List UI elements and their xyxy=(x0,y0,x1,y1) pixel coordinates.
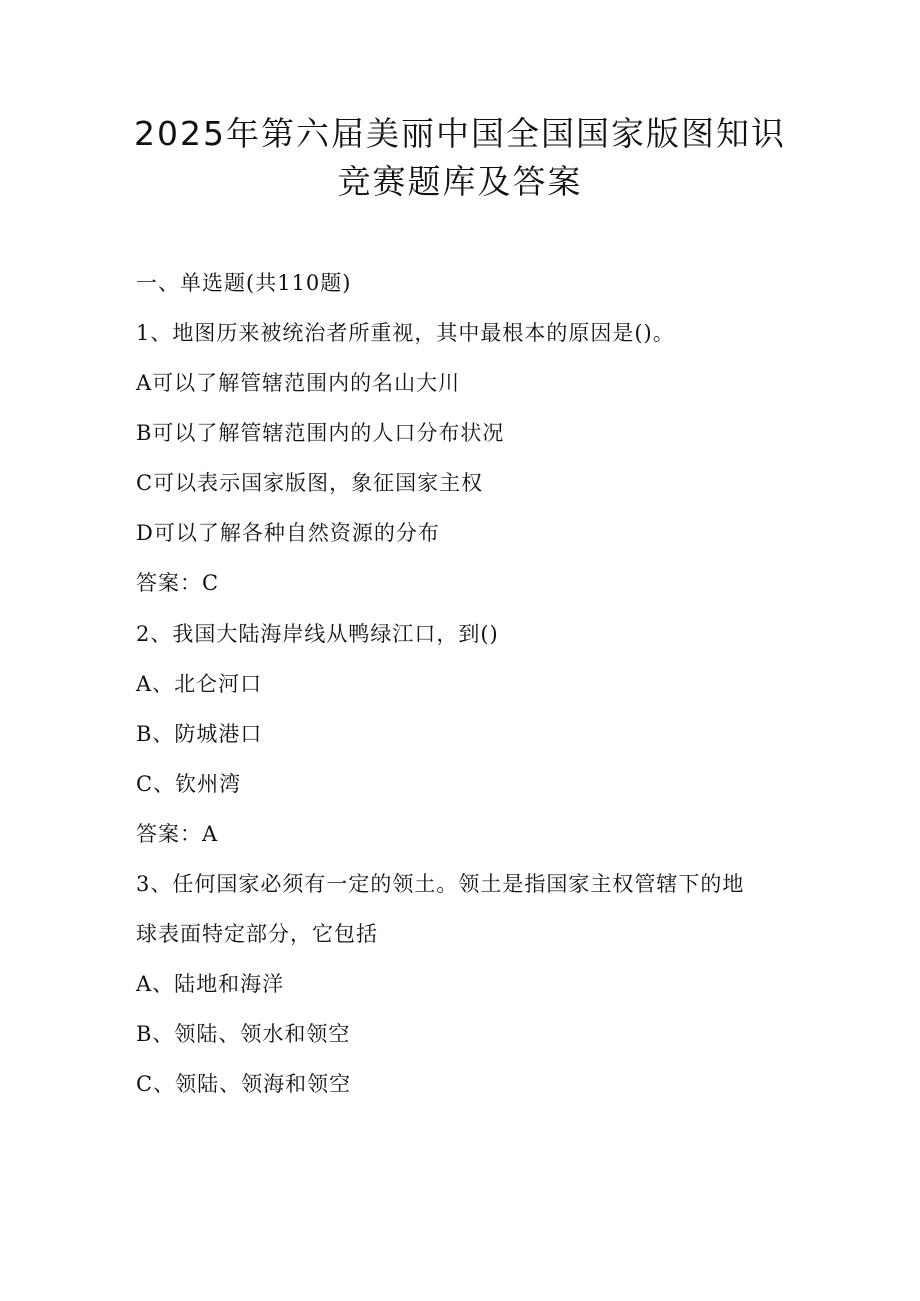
question-2-answer: 答案：A xyxy=(136,822,219,846)
question-2-option-b: B、防城港口 xyxy=(136,722,263,746)
section-heading: 一、单选题(共110题) xyxy=(136,271,352,295)
question-3-option-a: A、陆地和海洋 xyxy=(136,972,285,996)
document-title-line-2: 竞赛题库及答案 xyxy=(337,162,583,201)
question-3-option-c: C、领陆、领海和领空 xyxy=(136,1072,352,1096)
question-1-option-a: A可以了解管辖范围内的名山大川 xyxy=(136,371,461,395)
question-1-answer: 答案：C xyxy=(136,571,220,595)
question-2-option-a: A、北仑河口 xyxy=(136,672,263,696)
document-title-line-1: 2025年第六届美丽中国全国国家版图知识 xyxy=(134,114,786,153)
question-1-stem: 1、地图历来被统治者所重视，其中最根本的原因是()。 xyxy=(136,321,675,345)
question-1-option-c: C可以表示国家版图，象征国家主权 xyxy=(136,471,484,495)
question-2-option-c: C、钦州湾 xyxy=(136,772,242,796)
question-3-option-b: B、领陆、领水和领空 xyxy=(136,1022,351,1046)
question-1-option-b: B可以了解管辖范围内的人口分布状况 xyxy=(136,421,505,445)
question-1-option-d: D可以了解各种自然资源的分布 xyxy=(136,521,440,545)
question-2-stem: 2、我国大陆海岸线从鸭绿江口，到() xyxy=(136,622,499,646)
question-3-stem-line-1: 3、任何国家必须有一定的领土。领土是指国家主权管辖下的地 xyxy=(136,872,745,896)
question-3-stem-line-2: 球表面特定部分，它包括 xyxy=(136,922,378,946)
